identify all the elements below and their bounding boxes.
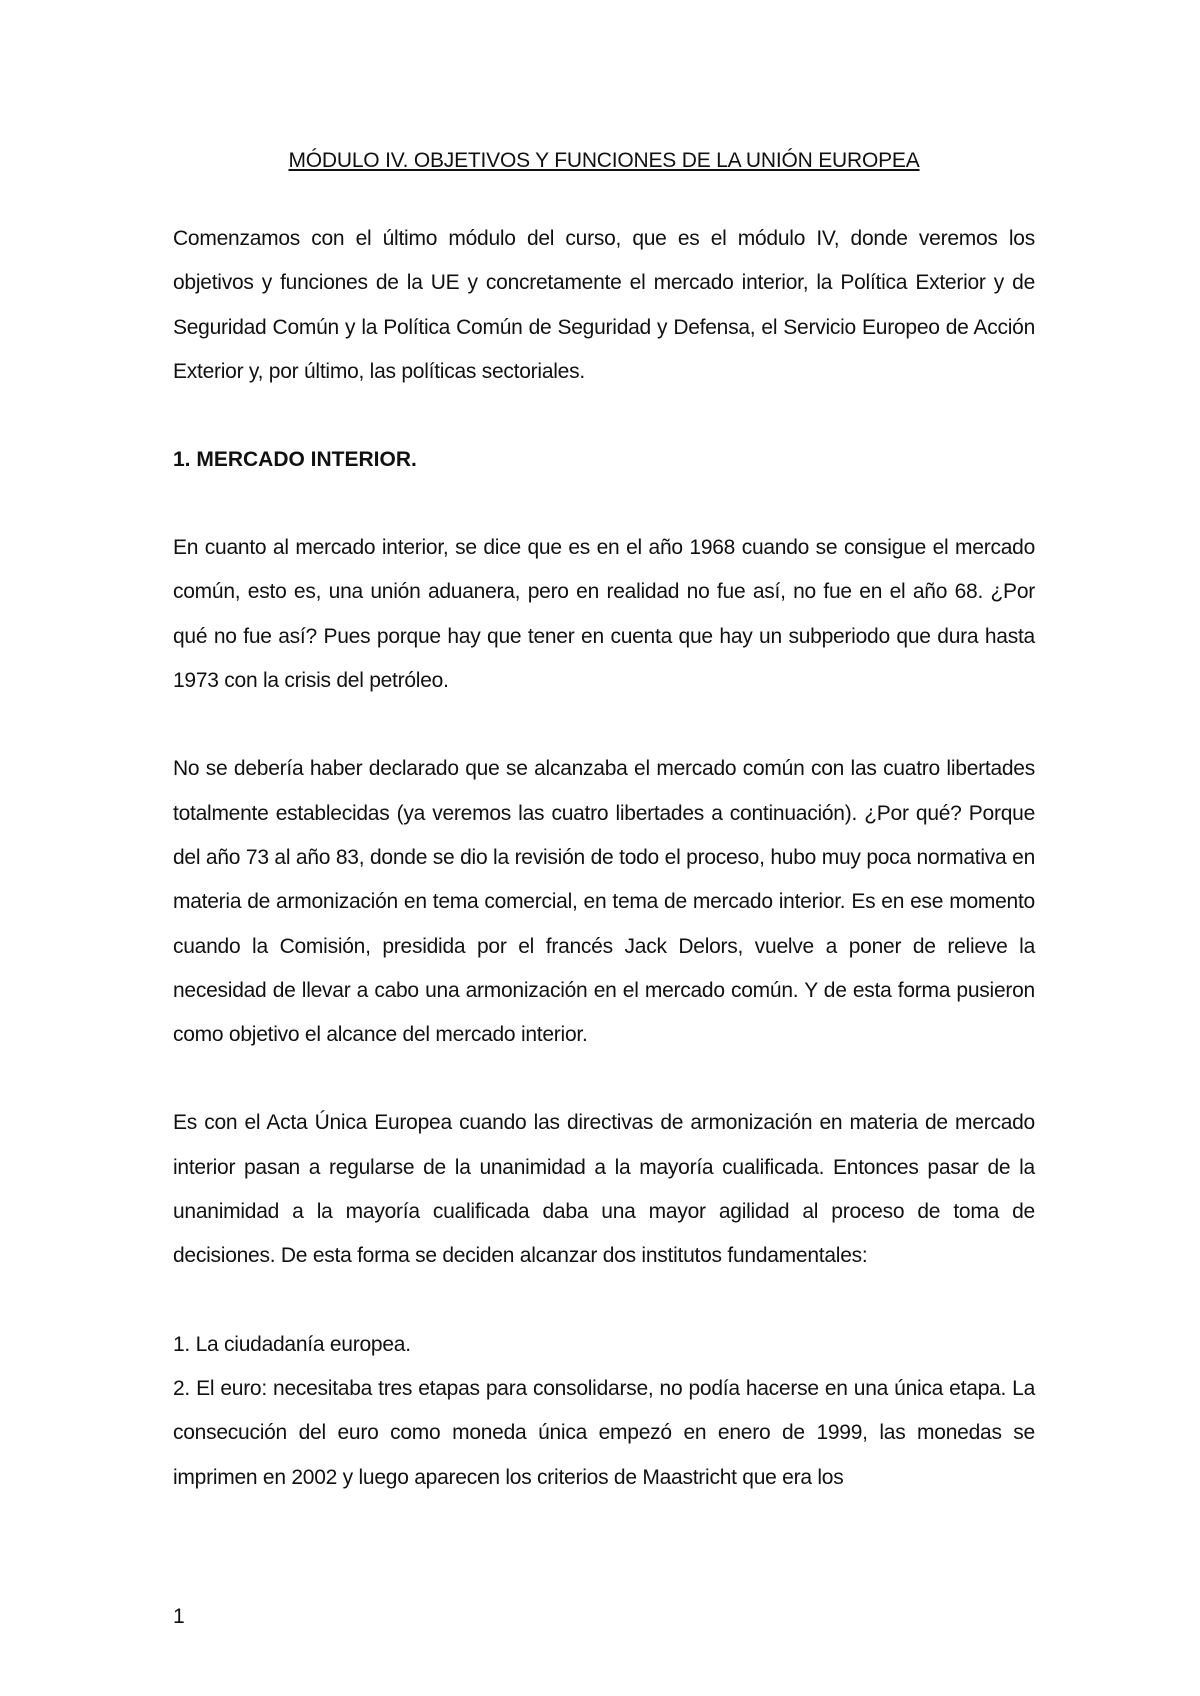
section-heading-mercado-interior: 1. MERCADO INTERIOR. (173, 448, 417, 472)
page-number: 1 (173, 1605, 185, 1628)
intro-paragraph: Comenzamos con el último módulo del curso, que es el módulo IV, donde veremos los objetivos y funciones de la UE y concretamente el mercado interior, la Política Exterior y de Seguridad Común y la Política Común de Seguridad y Defensa, el Servicio Europeo de Acción Exterior y, por último, las políticas sectoriales. (173, 227, 1035, 383)
list-item: 2. El euro: necesitaba tres etapas para consolidarse, no podía hacerse en una única etapa. La consecución del euro como moneda única empezó en enero de 1999, las monedas se imprimen en 2002 y luego aparecen los criterios de Maastricht que era los (173, 1376, 1035, 1489)
body-paragraph-1: En cuanto al mercado interior, se dice que es en el año 1968 cuando se consigue el mercado común, esto es, una unión aduanera, pero en realidad no fue así, no fue en el año 68. ¿Por qué no fue así? Pues porque hay que tener en cuenta que hay un subperiodo que dura hasta 1973 con la crisis del petróleo. (173, 536, 1035, 693)
body-paragraph-2: No se debería haber declarado que se alcanzaba el mercado común con las cuatro libertades totalmente establecidas (ya veremos las cuatro libertades a continuación). ¿Por qué? Porque del año 73 al año 83, donde se dio la revisión de todo el proceso, hubo muy poca normativa en materia de armonización en tema comercial, en tema de mercado interior. Es en ese momento cuando la Comisión, presidida por el francés Jack Delors, vuelve a poner de relieve la necesidad de llevar a cabo una armonización en el mercado común. Y de esta forma pusieron como objetivo el alcance del mercado interior. (173, 757, 1035, 1047)
document-title: MÓDULO IV. OBJETIVOS Y FUNCIONES DE LA UNIÓN EUROPEA (288, 149, 920, 172)
page-content (173, 139, 1035, 1500)
list-item: 1. La ciudadanía europea. (173, 1332, 411, 1356)
body-paragraph-3: Es con el Acta Única Europea cuando las directivas de armonización en materia de mercado interior pasan a regularse de la unanimidad a la mayoría cualificada. Entonces pasar de la unanimidad a la mayoría cualificada daba una mayor agilidad al proceso de toma de decisiones. De esta forma se deciden alcanzar dos institutos fundamentales: (173, 1111, 1035, 1268)
